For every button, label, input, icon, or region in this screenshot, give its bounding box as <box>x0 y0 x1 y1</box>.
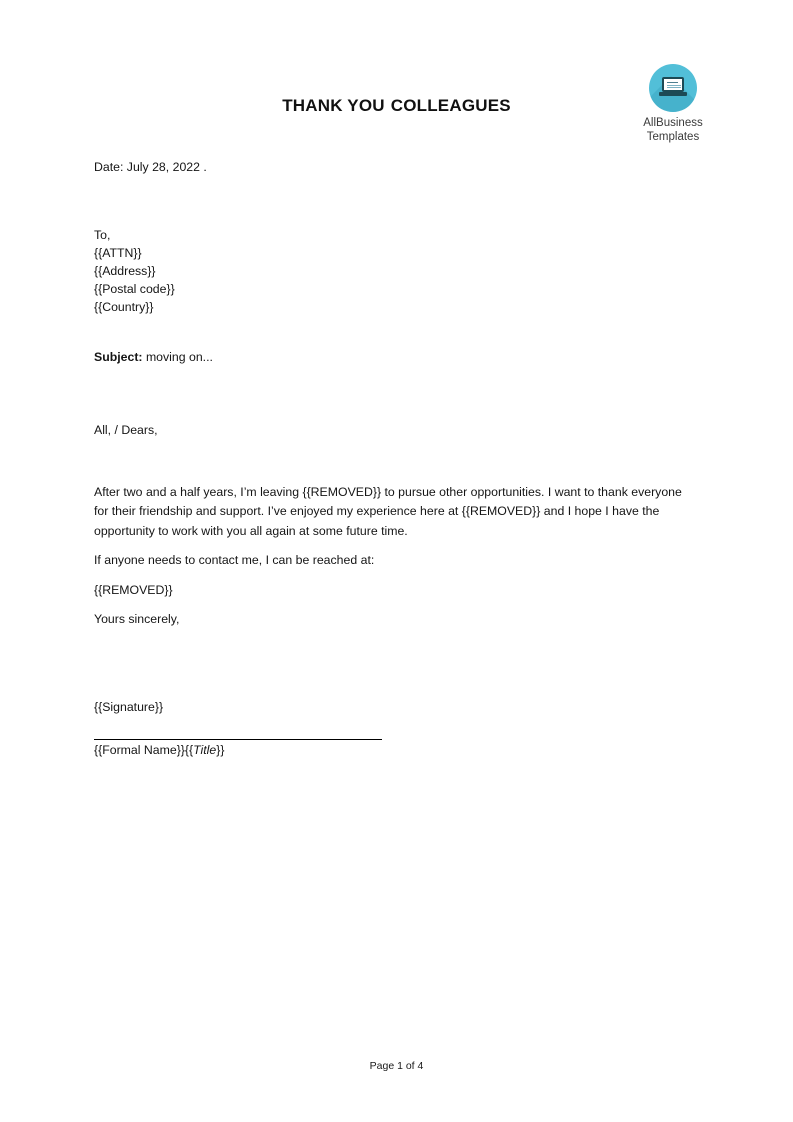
signature-placeholder: {{Signature}} <box>94 699 164 714</box>
screen-line <box>667 82 678 83</box>
letter-body <box>94 158 682 761</box>
spacer <box>94 367 682 421</box>
recipient-address-block <box>94 226 682 316</box>
brand-name <box>633 117 713 144</box>
brand-line-1: AllBusiness <box>643 117 703 129</box>
body-paragraph-3: {{REMOVED}} <box>94 582 173 597</box>
title-close-brace: }} <box>216 743 225 757</box>
subject-value: moving on... <box>145 349 213 364</box>
laptop-screen <box>662 77 684 92</box>
address-to: To, <box>94 227 111 242</box>
page-title-part-1: THANK YOU <box>282 96 385 115</box>
title-placeholder: Title <box>193 743 217 757</box>
formal-name-row <box>94 741 682 761</box>
subject-line <box>94 348 682 368</box>
body-paragraph-1: After two and a half years, I’m leaving {{REMOVED}} to pursue other opportunities. I want to thank everyone for their friendship and support. I’ve enjoyed my experience here at {{REMOVED}} and I hope I have the opportunity to work with you all again at some future time. <box>94 484 682 538</box>
closing-line: Yours sincerely, <box>94 612 180 626</box>
page-title <box>0 96 793 116</box>
spacer <box>94 640 682 698</box>
screen-line <box>667 85 681 86</box>
date-line: Date: July 28, 2022 . <box>94 160 207 174</box>
spacer <box>94 316 682 348</box>
brand-line-2: Templates <box>646 130 700 143</box>
address-street: {{Address}} <box>94 263 156 278</box>
page-title-part-2: COLLEAGUES <box>390 96 511 115</box>
screen-line <box>667 87 681 88</box>
address-postal-code: {{Postal code}} <box>94 281 175 296</box>
address-attn: {{ATTN}} <box>94 245 142 260</box>
page-indicator: Page 1 of 4 <box>369 1060 424 1072</box>
formal-name-placeholder: {{Formal Name}}{{ <box>94 743 194 757</box>
subject-label: Subject: <box>94 349 143 364</box>
signature-line <box>94 739 382 740</box>
spacer <box>94 441 682 483</box>
salutation: All, / Dears, <box>94 423 158 437</box>
page-footer <box>0 1060 793 1072</box>
spacer <box>94 178 682 226</box>
body-paragraph-2: If anyone needs to contact me, I can be reached at: <box>94 553 375 567</box>
address-country: {{Country}} <box>94 299 154 314</box>
